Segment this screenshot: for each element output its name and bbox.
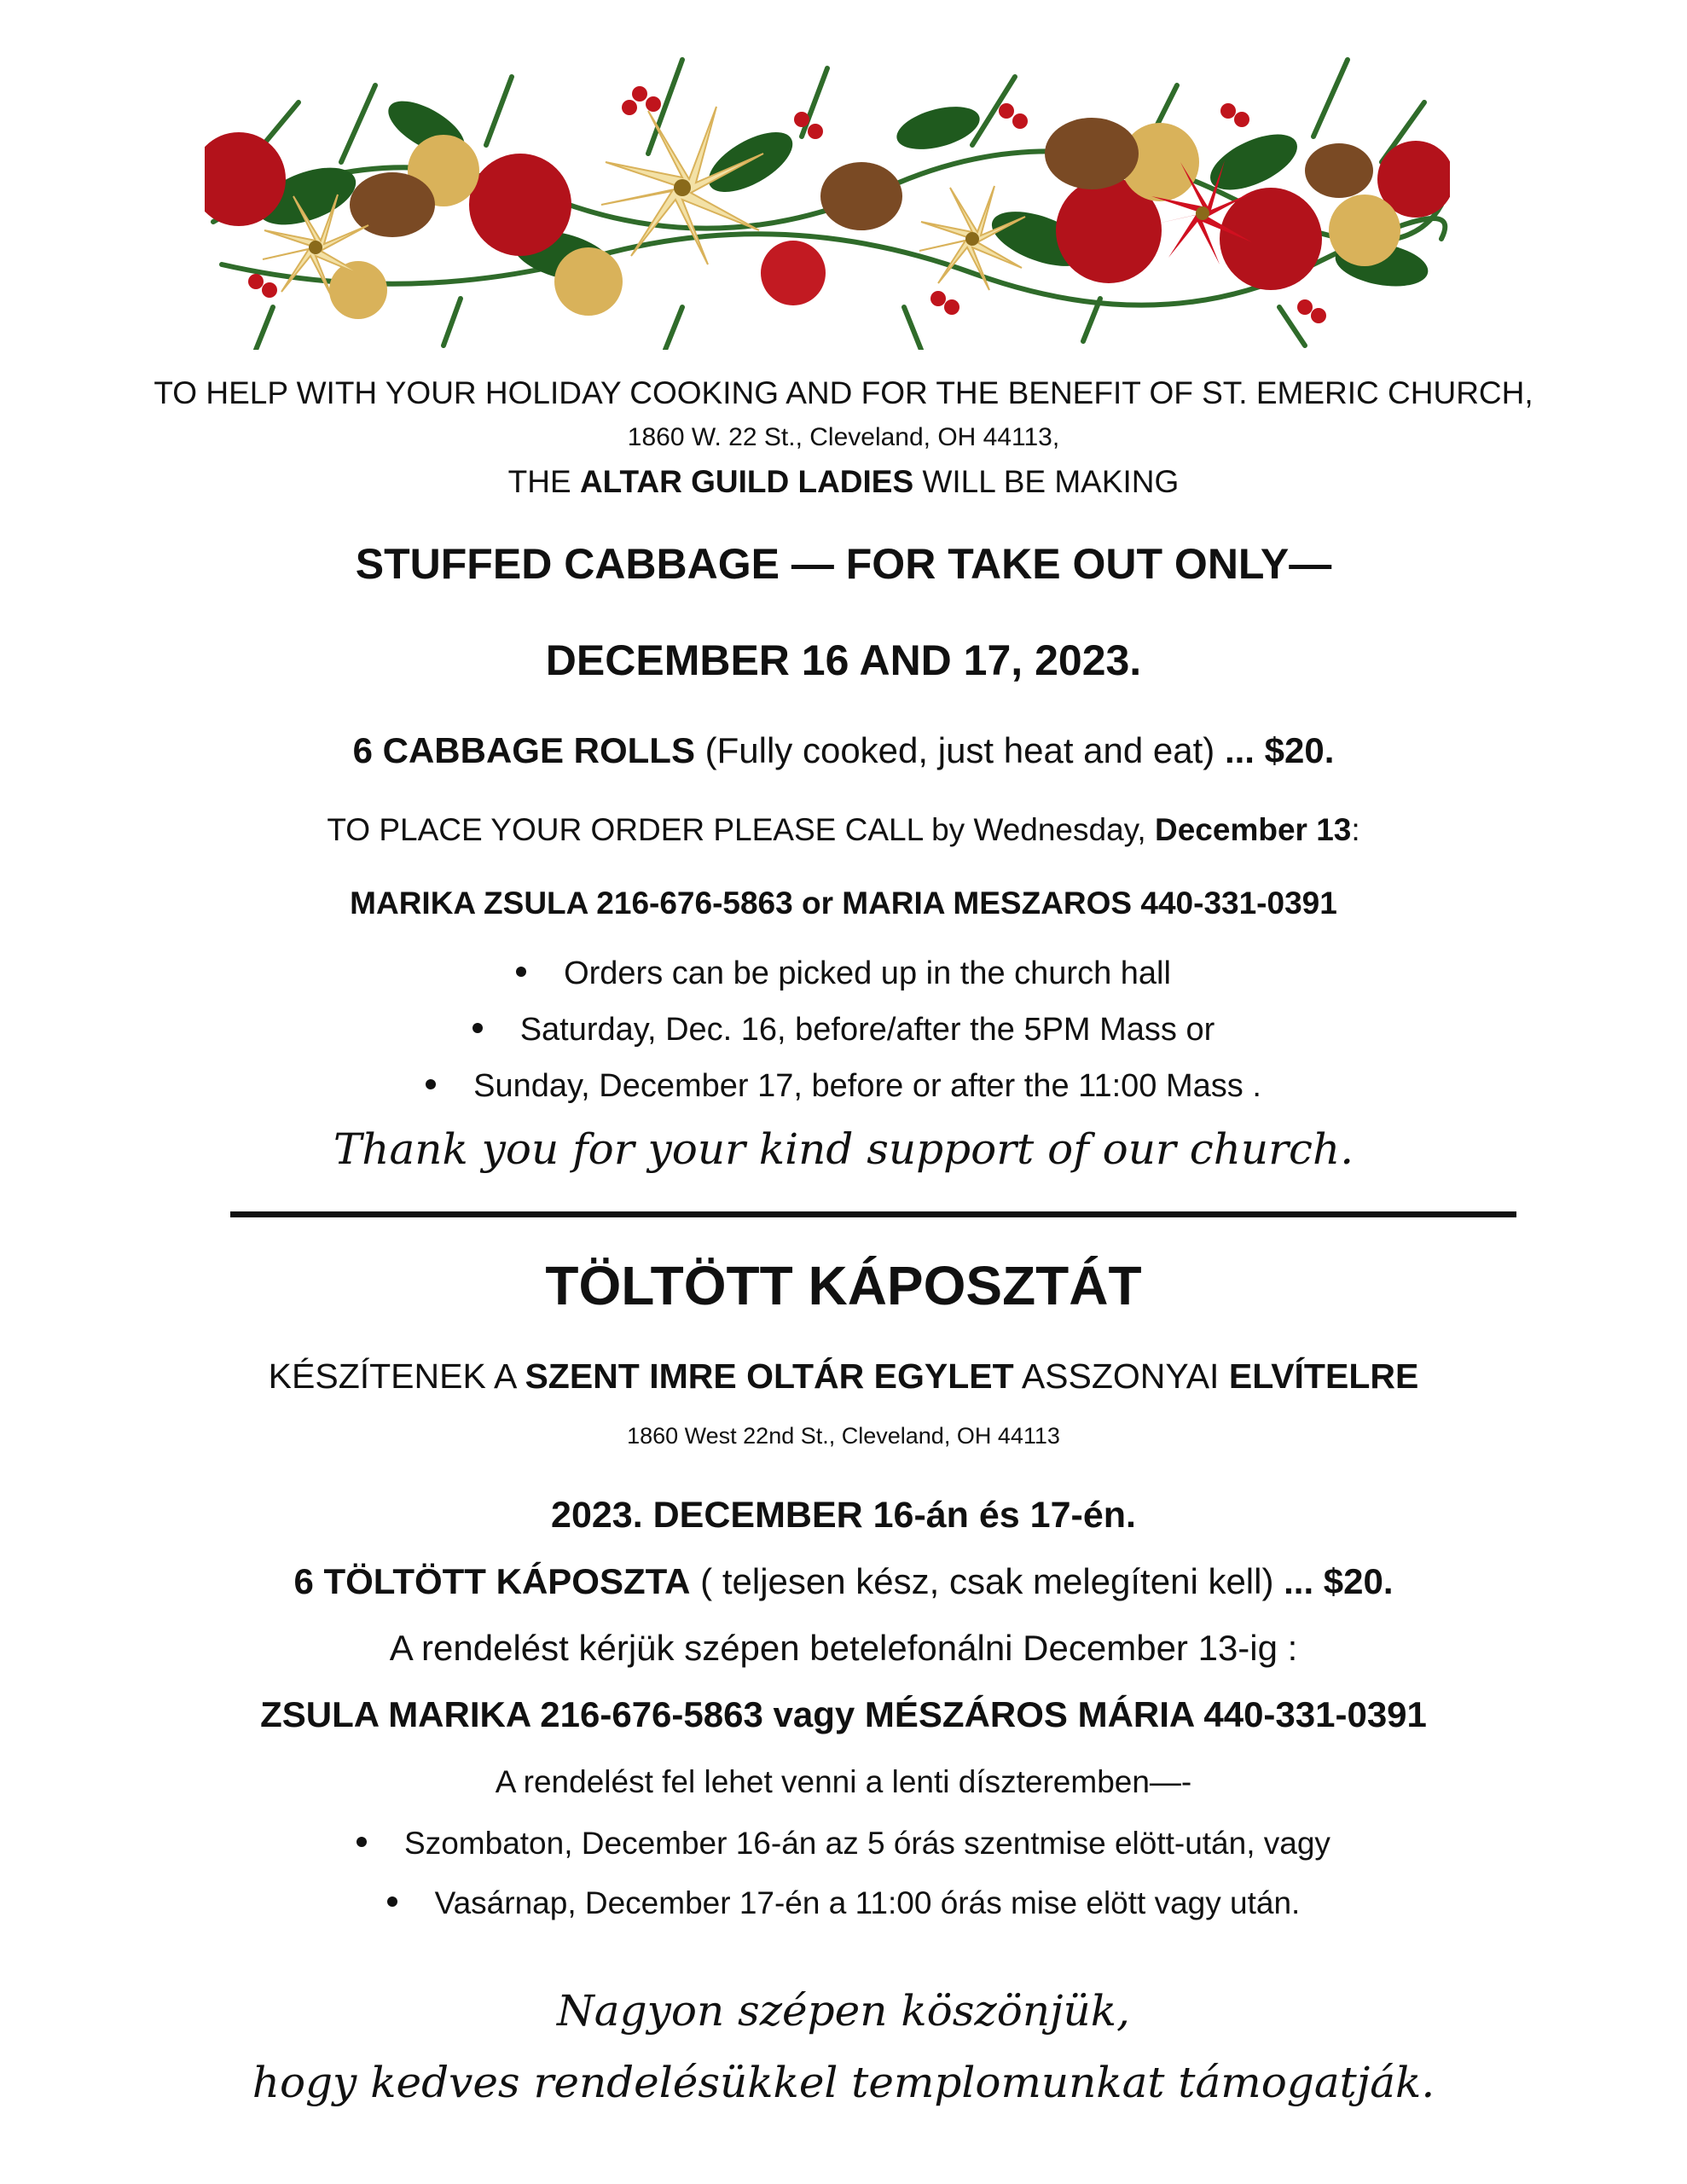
offer-description: (Fully cooked, just heat and eat) — [694, 730, 1225, 770]
bullet-icon — [516, 967, 526, 977]
bullet-icon — [357, 1837, 367, 1847]
order-post: : — [1351, 812, 1360, 847]
offer-price: ... $20. — [1224, 730, 1335, 770]
list-item: Saturday, Dec. 16, before/after the 5PM Mass or — [0, 1012, 1687, 1048]
christmas-garland-illustration — [205, 26, 1450, 350]
hungarian-offer — [0, 1561, 1687, 1602]
order-deadline — [0, 812, 1687, 848]
offer-item: 6 CABBAGE ROLLS — [352, 730, 695, 770]
guild-pre: THE — [507, 464, 580, 499]
hungarian-takeout: ELVÍTELRE — [1228, 1356, 1419, 1396]
guild-line — [0, 464, 1687, 500]
hungarian-address: 1860 West 22nd St., Cleveland, OH 44113 — [627, 1423, 1060, 1449]
english-dates: DECEMBER 16 AND 17, 2023. — [545, 636, 1142, 684]
section-divider — [230, 1211, 1516, 1217]
bullet-icon — [472, 1023, 483, 1033]
hungarian-thanks-line2: hogy kedves rendelésükkel templomunkat támogatják. — [252, 2058, 1435, 2107]
church-address: 1860 W. 22 St., Cleveland, OH 44113, — [627, 423, 1060, 451]
hungarian-subtitle: KÉSZÍTENEK A SZENT IMRE OLTÁR EGYLET ASSZONYAI ELVÍTELRE — [268, 1356, 1419, 1396]
list-item: Vasárnap, December 17-én a 11:00 órás mise elött vagy után. — [0, 1885, 1687, 1921]
list-item: Orders can be picked up in the church hall — [0, 956, 1687, 992]
bullet-icon — [387, 1896, 397, 1907]
hungarian-contacts: ZSULA MARIKA 216-676-5863 vagy MÉSZÁROS MÁRIA 440-331-0391 — [260, 1694, 1427, 1734]
hungarian-dates: 2023. DECEMBER 16-án és 17-én. — [551, 1495, 1136, 1536]
intro-line: TO HELP WITH YOUR HOLIDAY COOKING AND FOR THE BENEFIT OF ST. EMERIC CHURCH, — [154, 375, 1533, 410]
order-date: December 13 — [1154, 812, 1352, 847]
english-offer — [0, 730, 1687, 771]
list-item: Sunday, December 17, before or after the 11:00 Mass . — [0, 1068, 1687, 1105]
hungarian-guild-name: SZENT IMRE OLTÁR EGYLET — [525, 1356, 1014, 1396]
guild-name: ALTAR GUILD LADIES — [579, 464, 914, 499]
order-pre: TO PLACE YOUR ORDER PLEASE CALL by Wednesday, — [327, 812, 1155, 847]
guild-post: WILL BE MAKING — [913, 464, 1180, 499]
english-contacts: MARIKA ZSULA 216-676-5863 or MARIA MESZAROS 440-331-0391 — [350, 886, 1337, 921]
hungarian-order-line: A rendelést kérjük szépen betelefonálni December 13-ig : — [389, 1628, 1298, 1668]
bullet-icon — [426, 1079, 436, 1089]
hungarian-offer-item: 6 TÖLTÖTT KÁPOSZTA — [293, 1561, 691, 1601]
hungarian-thanks-line1: Nagyon szépen köszönjük, — [557, 1986, 1130, 2036]
hungarian-offer-price: ... $20. — [1284, 1561, 1394, 1601]
hungarian-offer-description: ( teljesen kész, csak melegíteni kell) — [690, 1561, 1284, 1601]
hungarian-headline: TÖLTÖTT KÁPOSZTÁT — [545, 1255, 1142, 1316]
english-headline: STUFFED CABBAGE — FOR TAKE OUT ONLY— — [355, 540, 1332, 588]
list-item: Szombaton, December 16-án az 5 órás szentmise elött-után, vagy — [0, 1826, 1687, 1862]
hungarian-pickup: A rendelést fel lehet venni a lenti díszteremben—- — [495, 1764, 1192, 1799]
english-thanks: Thank you for your kind support of our church. — [333, 1124, 1354, 1174]
